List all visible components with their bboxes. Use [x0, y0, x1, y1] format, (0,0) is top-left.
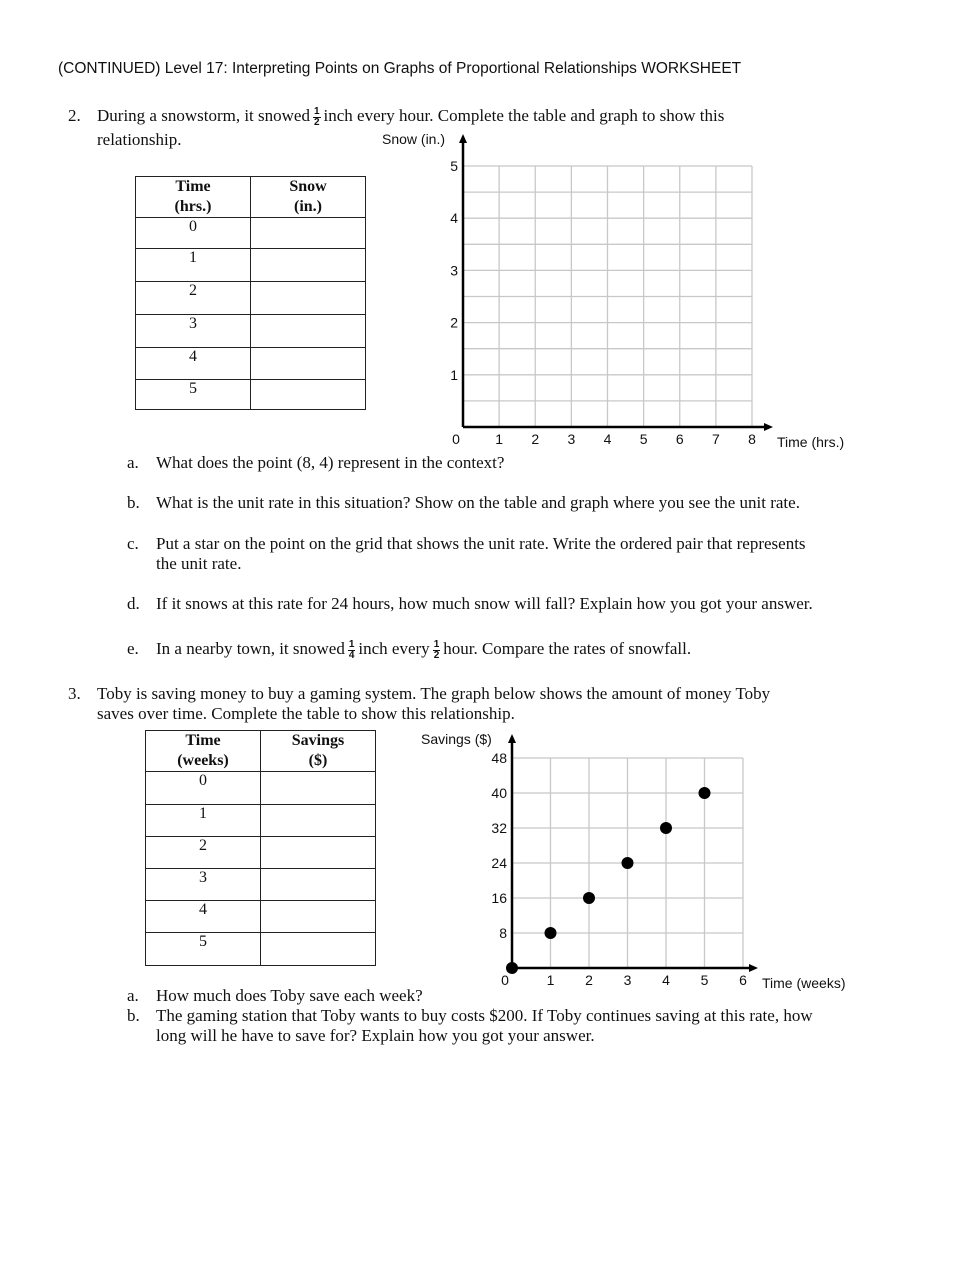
fraction-one-half — [433, 640, 441, 661]
time-cell: 1 — [136, 249, 251, 282]
table-row — [146, 805, 376, 837]
value-cell[interactable] — [251, 348, 366, 380]
table-row — [136, 315, 366, 348]
y-tick-label: 3 — [450, 262, 458, 279]
data-point — [622, 857, 634, 869]
value-cell[interactable] — [261, 933, 376, 966]
y-tick-label: 32 — [491, 820, 507, 836]
table-header-time: Time (weeks) — [146, 731, 261, 772]
value-cell[interactable] — [251, 249, 366, 282]
q2-text-after: inch every hour. Complete the table and graph to show this — [323, 106, 725, 125]
savings-graph[interactable] — [410, 722, 880, 994]
part-label: d. — [127, 594, 140, 613]
table-row — [136, 348, 366, 380]
x-tick-label: 3 — [623, 972, 632, 988]
value-cell[interactable] — [261, 772, 376, 805]
x-tick-label: 7 — [711, 431, 720, 447]
y-tick-label: 48 — [491, 750, 507, 766]
x-tick-label: 1 — [495, 431, 504, 447]
x-axis-arrow-icon — [764, 423, 773, 431]
part-question — [156, 639, 691, 661]
part-question: How much does Toby save each week? — [156, 986, 423, 1005]
x-tick-label: 2 — [531, 431, 540, 447]
text: inch every — [358, 639, 430, 658]
data-point — [583, 892, 595, 904]
y-axis-arrow-icon — [508, 734, 516, 743]
data-point — [545, 927, 557, 939]
y-tick-label: 8 — [499, 925, 507, 941]
q3-prompt: Toby is saving money to buy a gaming system. The graph below shows the amount of money Toby — [97, 684, 771, 703]
table-row — [136, 380, 366, 410]
x-tick-label: 8 — [748, 431, 756, 447]
y-tick-label: 5 — [450, 158, 458, 174]
part-label: a. — [127, 453, 139, 472]
snow-graph[interactable] — [360, 130, 880, 455]
table-row — [136, 218, 366, 249]
q2-prompt-line2: relationship. — [97, 130, 182, 149]
q2-number: 2. — [68, 106, 81, 125]
x-axis-label: Time (weeks) — [762, 975, 846, 991]
q2-prompt — [97, 106, 724, 128]
part-question: What is the unit rate in this situation? Show on the table and graph where you see the unit rate. — [156, 493, 800, 512]
table-row — [136, 249, 366, 282]
q2-text-before: During a snowstorm, it snowed — [97, 106, 310, 125]
y-axis-label: Savings ($) — [421, 731, 492, 747]
x-axis-arrow-icon — [749, 964, 758, 972]
value-cell[interactable] — [261, 901, 376, 933]
numerator: 1 — [433, 638, 440, 650]
part-question: Put a star on the point on the grid that shows the unit rate. Write the ordered pair that represents — [156, 534, 806, 553]
q3-number: 3. — [68, 684, 81, 703]
x-tick-label: 4 — [603, 431, 612, 447]
part-question: What does the point (8, 4) represent in the context? — [156, 453, 505, 472]
value-cell[interactable] — [251, 380, 366, 410]
x-tick-label: 1 — [546, 972, 555, 988]
time-cell: 0 — [146, 772, 261, 805]
table-row — [146, 933, 376, 966]
time-cell: 5 — [146, 933, 261, 966]
savings-table — [145, 730, 376, 966]
time-cell: 1 — [146, 805, 261, 837]
time-cell: 4 — [136, 348, 251, 380]
x-tick-label: 0 — [501, 972, 509, 988]
snow-table — [135, 176, 366, 410]
denominator: 4 — [348, 649, 355, 661]
table-row — [146, 837, 376, 869]
x-tick-label: 3 — [567, 431, 576, 447]
fraction-one-half — [313, 107, 321, 128]
y-tick-label: 16 — [491, 890, 507, 906]
q3-prompt-line2: saves over time. Complete the table to show this relationship. — [97, 704, 515, 723]
part-label: e. — [127, 639, 139, 658]
value-cell[interactable] — [261, 805, 376, 837]
x-tick-label: 4 — [662, 972, 670, 988]
fraction-one-quarter — [348, 640, 356, 661]
numerator: 1 — [313, 105, 320, 117]
part-question: If it snows at this rate for 24 hours, how much snow will fall? Explain how you got your answer. — [156, 594, 813, 613]
time-cell: 5 — [136, 380, 251, 410]
part-label: c. — [127, 534, 139, 553]
part-label: a. — [127, 986, 139, 1005]
x-tick-label: 5 — [700, 972, 709, 988]
x-tick-label: 2 — [585, 972, 593, 988]
y-axis-arrow-icon — [459, 134, 467, 143]
part-question-line2: long will he have to save for? Explain how you got your answer. — [156, 1026, 595, 1045]
value-cell[interactable] — [261, 837, 376, 869]
table-row — [146, 901, 376, 933]
table-header-snow: Snow (in.) — [251, 177, 366, 218]
table-header-time: Time (hrs.) — [136, 177, 251, 218]
time-cell: 2 — [146, 837, 261, 869]
worksheet-header: (CONTINUED) Level 17: Interpreting Points on Graphs of Proportional Relationships WORKSHEET — [58, 60, 742, 77]
part-question: The gaming station that Toby wants to buy costs $200. If Toby continues saving at this rate, how — [156, 1006, 813, 1025]
x-tick-label: 5 — [639, 431, 648, 447]
x-tick-label: 0 — [452, 431, 460, 447]
y-tick-label: 4 — [450, 210, 458, 227]
y-tick-label: 24 — [491, 855, 507, 871]
numerator: 1 — [348, 638, 355, 650]
x-tick-label: 6 — [675, 431, 684, 447]
y-tick-label: 1 — [450, 366, 458, 383]
y-tick-label: 2 — [450, 314, 458, 331]
text: In a nearby town, it snowed — [156, 639, 345, 658]
denominator: 2 — [313, 116, 320, 128]
value-cell[interactable] — [251, 218, 366, 249]
time-cell: 3 — [146, 869, 261, 901]
y-tick-label: 40 — [491, 785, 507, 801]
table-header-savings: Savings ($) — [261, 731, 376, 772]
x-axis-label: Time (hrs.) — [777, 434, 845, 450]
table-row — [136, 282, 366, 315]
value-cell[interactable] — [251, 315, 366, 348]
value-cell[interactable] — [261, 869, 376, 901]
time-cell: 4 — [146, 901, 261, 933]
table-row — [146, 869, 376, 901]
time-cell: 3 — [136, 315, 251, 348]
part-question-line2: the unit rate. — [156, 554, 242, 573]
data-point — [660, 822, 672, 834]
part-label: b. — [127, 1006, 140, 1025]
part-label: b. — [127, 493, 140, 512]
time-cell: 2 — [136, 282, 251, 315]
data-point — [506, 962, 518, 974]
text: hour. Compare the rates of snowfall. — [443, 639, 692, 658]
data-point — [699, 787, 711, 799]
x-tick-label: 6 — [739, 972, 747, 988]
denominator: 2 — [433, 649, 440, 661]
time-cell: 0 — [136, 218, 251, 249]
table-row — [146, 772, 376, 805]
value-cell[interactable] — [251, 282, 366, 315]
y-axis-label: Snow (in.) — [382, 131, 446, 147]
